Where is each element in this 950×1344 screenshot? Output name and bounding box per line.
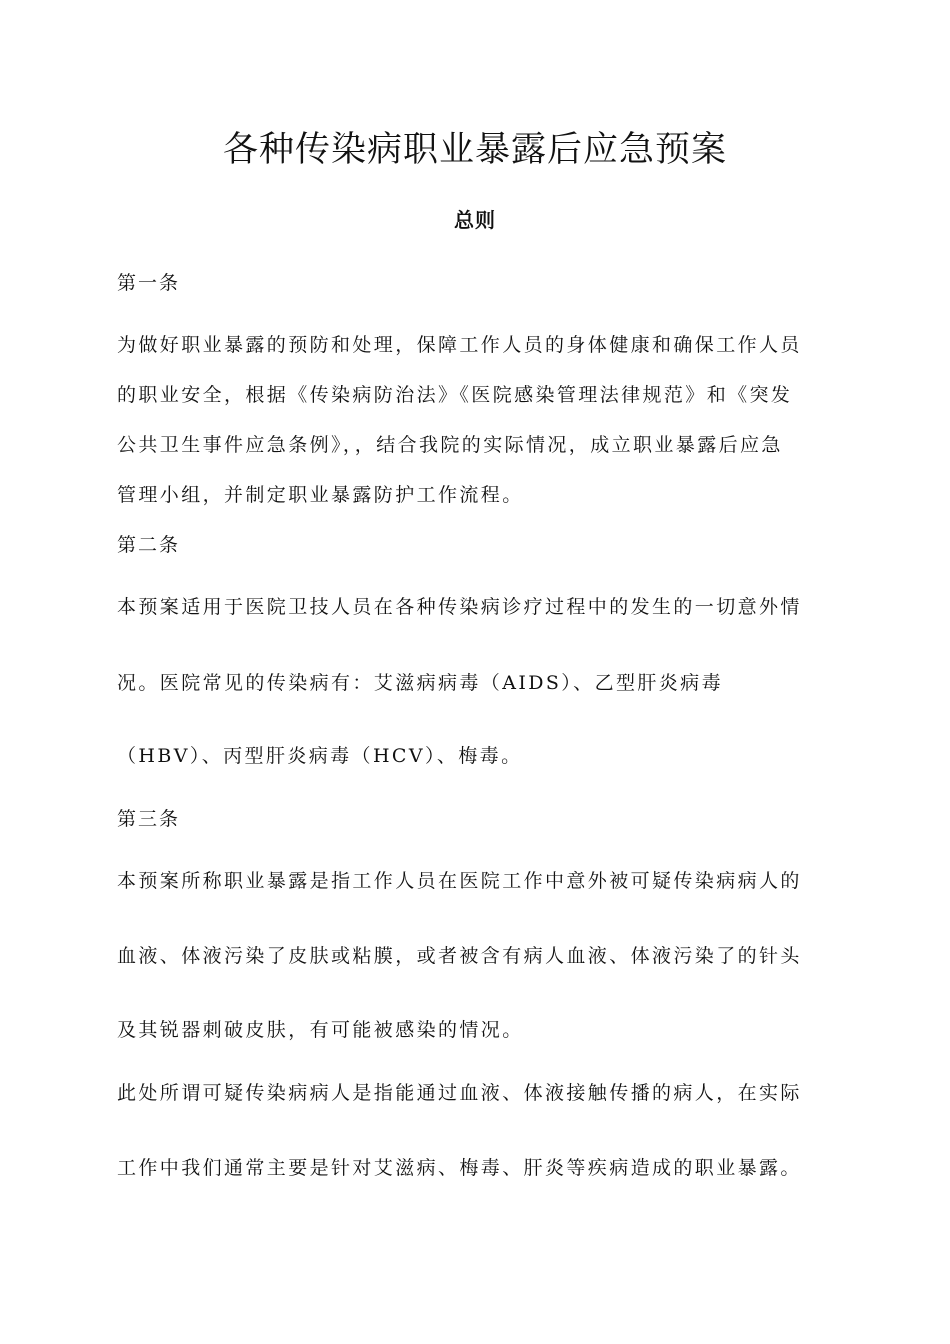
article-3-line-3: 及其锐器刺破皮肤，有可能被感染的情况。	[117, 1019, 524, 1041]
article-2-line-1: 本预案适用于医院卫技人员在各种传染病诊疗过程中的发生的一切意外情	[117, 596, 802, 618]
section-title: 总则	[454, 208, 496, 232]
article-3-heading: 第三条	[117, 808, 181, 830]
article-1-line-2: 的职业安全，根据《传染病防治法》《医院感染管理法律规范》和《突发	[117, 384, 793, 406]
article-1-heading: 第一条	[117, 272, 181, 294]
article-2-line-2: 况。医院常见的传染病有：艾滋病病毒（AIDS）、乙型肝炎病毒	[117, 672, 723, 694]
article-1-line-3: 公共卫生事件应急条例》，，结合我院的实际情况，成立职业暴露后应急	[117, 434, 783, 456]
document-title: 各种传染病职业暴露后应急预案	[222, 130, 727, 170]
article-3-line-2: 血液、体液污染了皮肤或粘膜，或者被含有病人血液、体液污染了的针头	[117, 945, 802, 967]
article-3-line-1: 本预案所称职业暴露是指工作人员在医院工作中意外被可疑传染病病人的	[117, 870, 802, 892]
article-2-line-3: （HBV）、丙型肝炎病毒（HCV）、梅毒。	[117, 745, 523, 767]
article-3-line-5: 工作中我们通常主要是针对艾滋病、梅毒、肝炎等疾病造成的职业暴露。	[117, 1157, 802, 1179]
article-2-heading: 第二条	[117, 534, 181, 556]
article-1-line-4: 管理小组，并制定职业暴露防护工作流程。	[117, 484, 524, 506]
article-1-line-1: 为做好职业暴露的预防和处理，保障工作人员的身体健康和确保工作人员	[117, 334, 802, 356]
article-3-line-4: 此处所谓可疑传染病病人是指能通过血液、体液接触传播的病人，在实际	[117, 1082, 802, 1104]
